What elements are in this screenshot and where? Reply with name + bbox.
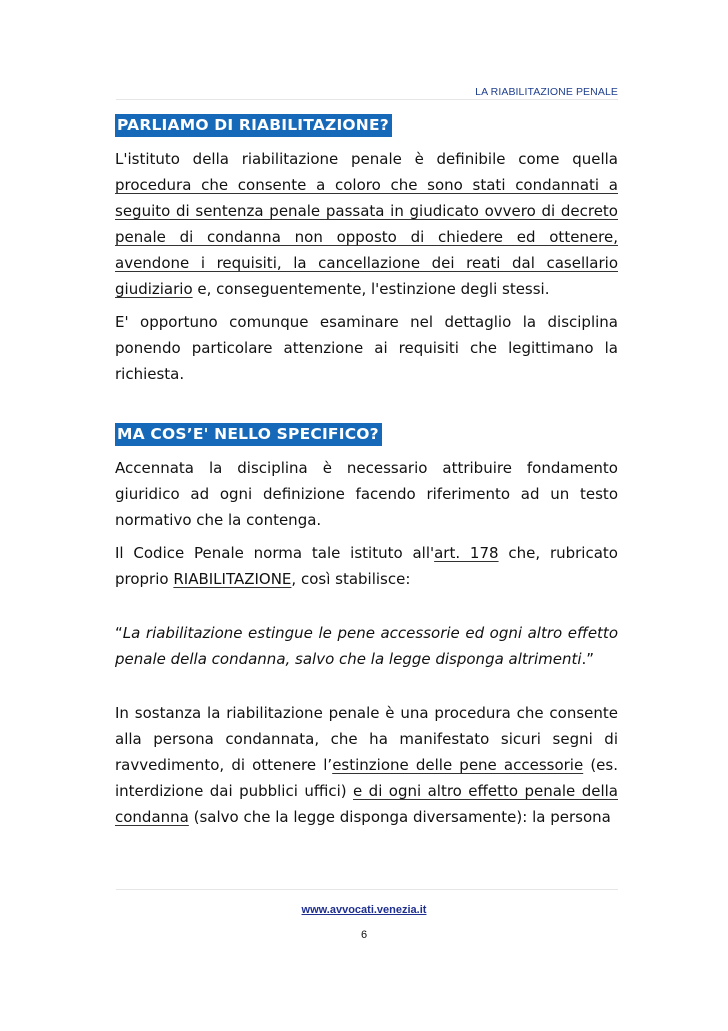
footer-divider xyxy=(116,889,618,890)
website-link[interactable]: www.avvocati.venezia.it xyxy=(301,904,427,916)
running-header: LA RIABILITAZIONE PENALE xyxy=(475,86,618,98)
section-heading-parliamo: PARLIAMO DI RIABILITAZIONE? xyxy=(115,114,392,137)
header-divider xyxy=(116,99,618,100)
section-heading-specifico: MA COS’E' NELLO SPECIFICO? xyxy=(115,423,382,446)
paragraph-fondamento: Accennata la disciplina è necessario attribuire fondamento giuridico ad ogni definizione facendo riferimento ad un testo normativo che la contenga. xyxy=(115,459,618,529)
legal-quote: “La riabilitazione estingue le pene accessorie ed ogni altro effetto penale della condanna, salvo che la legge disponga altrimenti.” xyxy=(115,624,618,668)
riabilitazione-term-link[interactable]: RIABILITAZIONE xyxy=(173,570,292,588)
paragraph-definition: L'istituto della riabilitazione penale è definibile come quella procedura che consente a coloro che sono stati condannati a seguito di sentenza penale passata in giudicato ovvero di decreto penale di condanna non opposto di chiedere ed ottenere, avendone i requisiti, la cancellazione dei reati dal casellario giudiziario e, conseguentemente, l'estinzione degli stessi. xyxy=(115,150,618,298)
paragraph-codice-penale: Il Codice Penale norma tale istituto all'art. 178 che, rubricato proprio RIABILITAZIONE, così stabilisce: xyxy=(115,544,618,588)
underlined-estinzione: estinzione delle pene accessorie xyxy=(332,756,584,774)
paragraph-in-sostanza: In sostanza la riabilitazione penale è una procedura che consente alla persona condannata, che ha manifestato sicuri segni di ravvedimento, di ottenere l’estinzione delle pene accessorie (es. interdizione dai pubblici uffici) e di ogni altro effetto penale della condanna (salvo che la legge disponga diversamente): la persona xyxy=(115,704,618,826)
paragraph-disciplina: E' opportuno comunque esaminare nel dettaglio la disciplina ponendo particolare attenzione ai requisiti che legittimano la richiesta. xyxy=(115,313,618,383)
page-number: 6 xyxy=(360,929,368,941)
page-body xyxy=(115,114,618,830)
underlined-effetto-penale: e di ogni altro effetto penale della condanna xyxy=(115,782,618,826)
underlined-definition: procedura che consente a coloro che sono stati condannati a seguito di sentenza penale passata in giudicato ovvero di decreto penale di condanna non opposto di chiedere ed ottenere, avendone i requisiti, la cancellazione dei reati dal casellario giudiziario xyxy=(115,176,618,298)
art-178-link[interactable]: art. 178 xyxy=(434,544,499,562)
